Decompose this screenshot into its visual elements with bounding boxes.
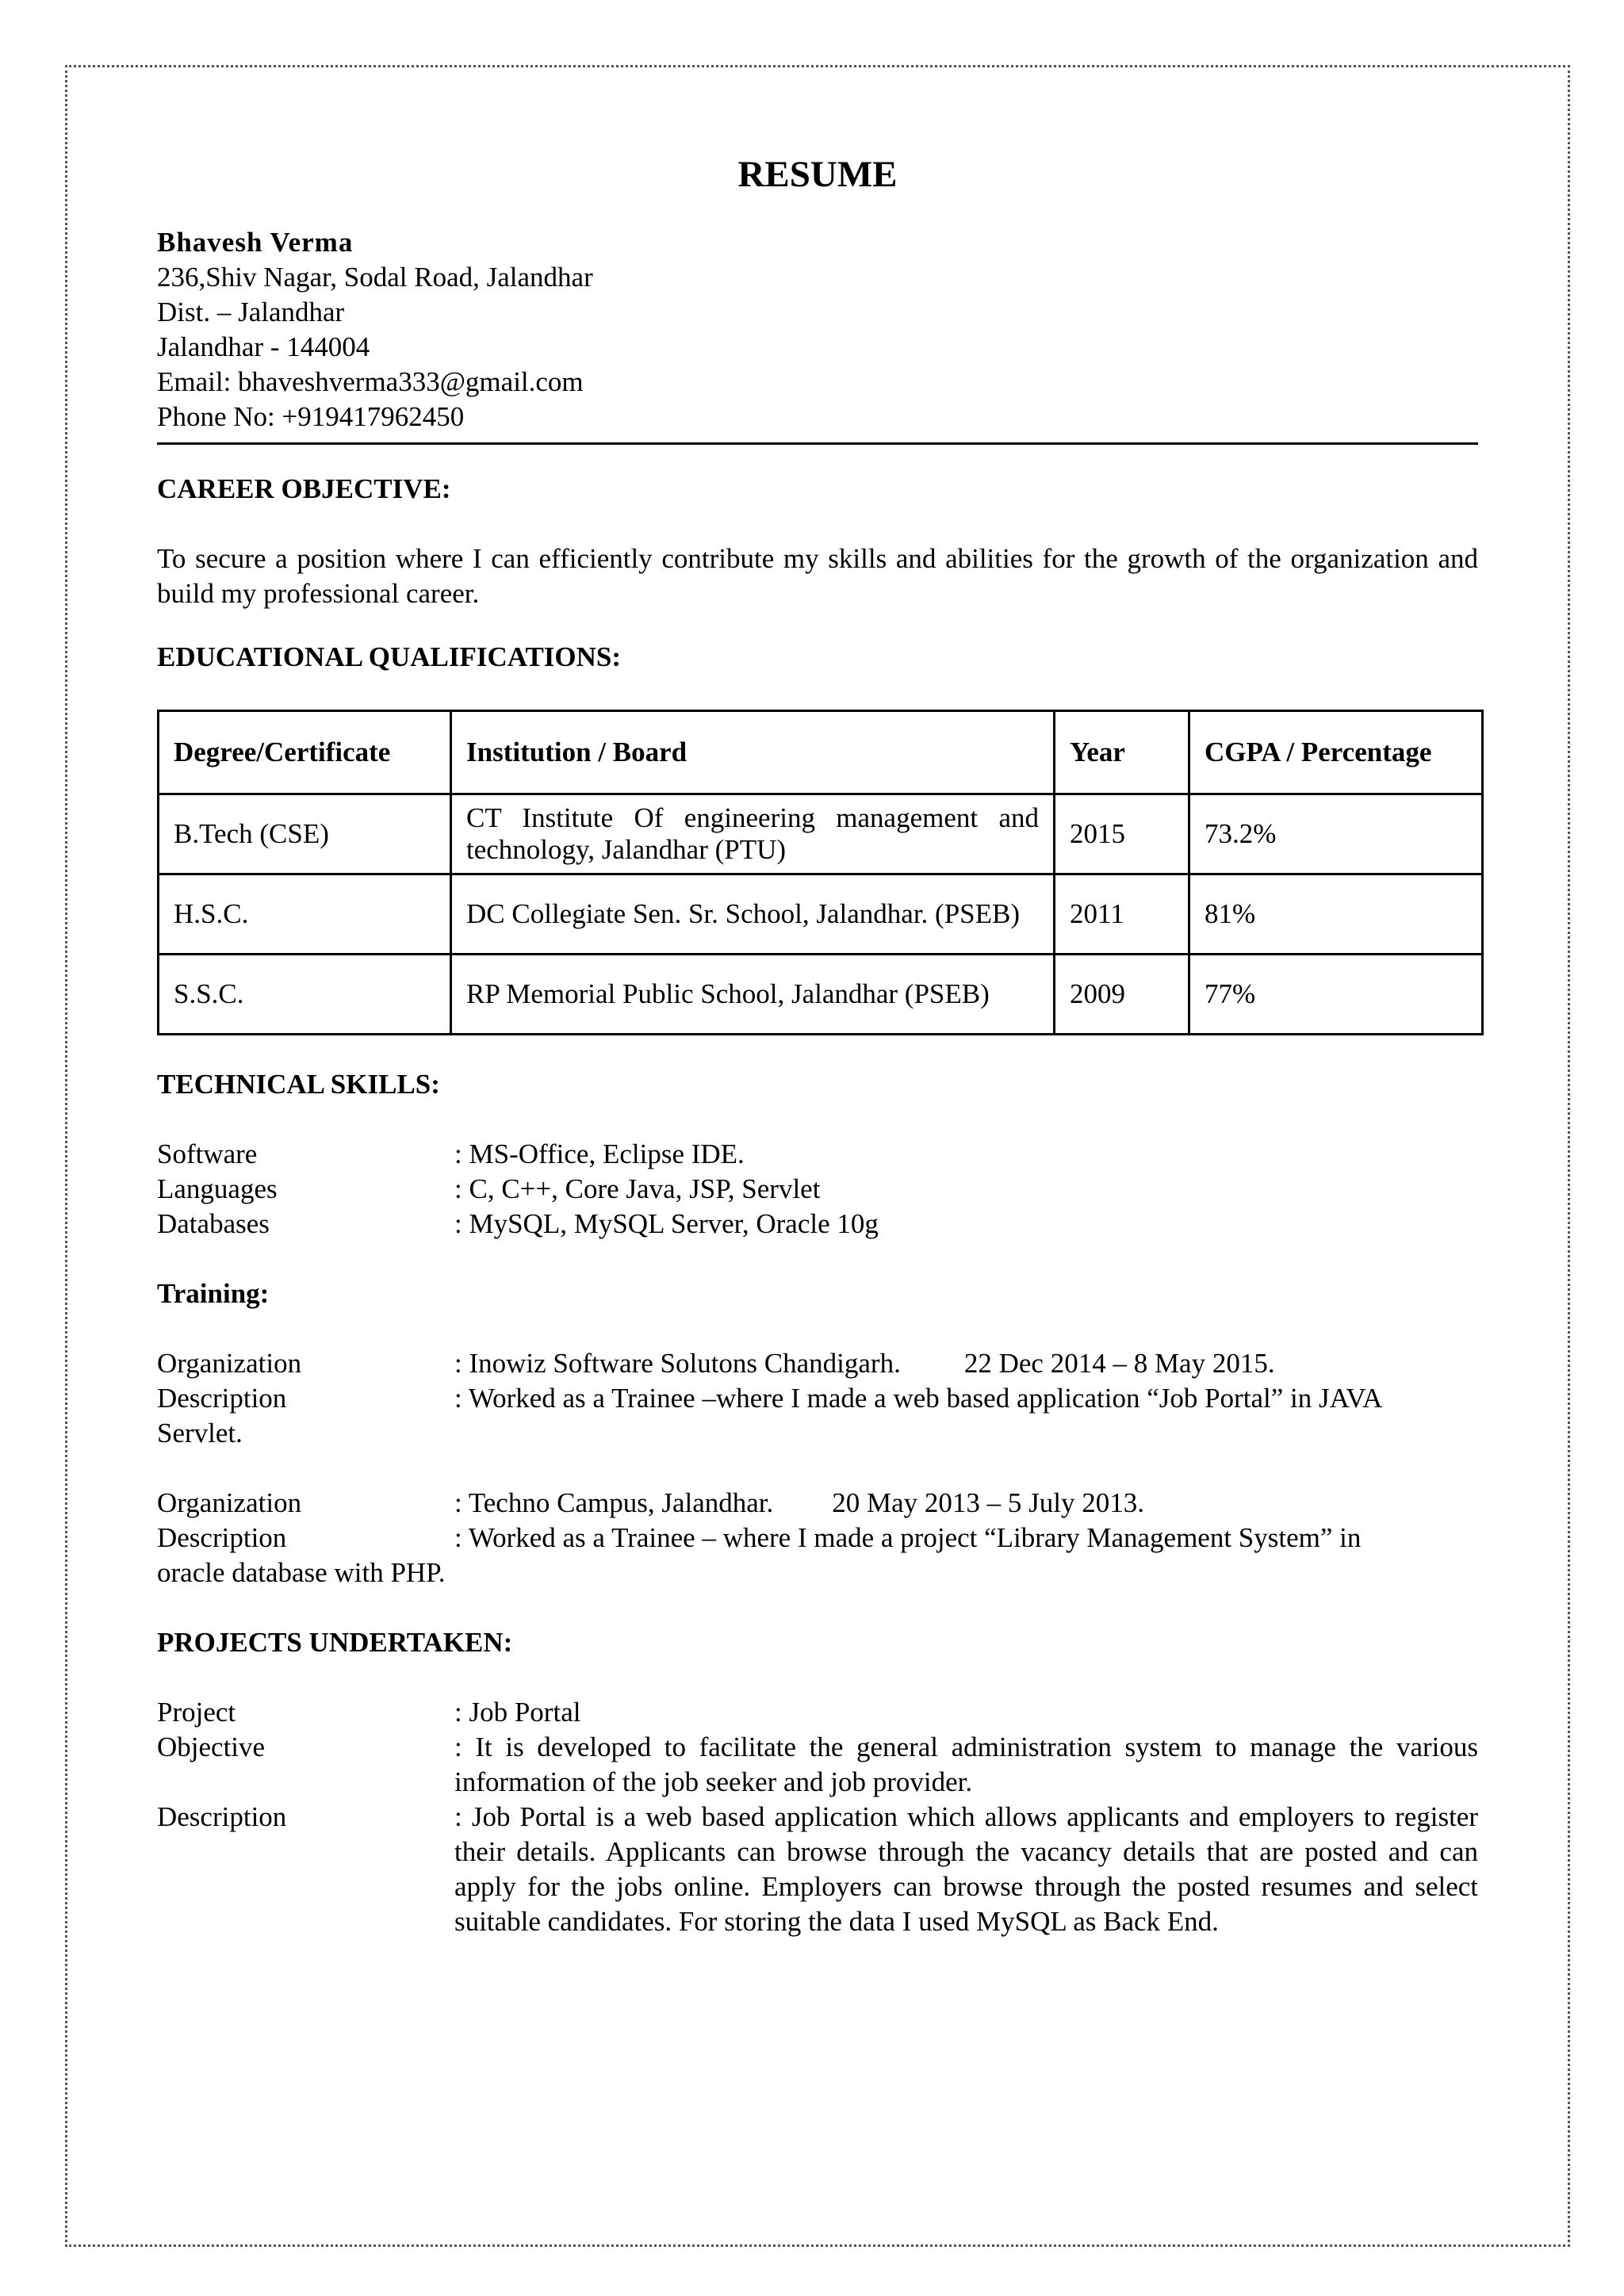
education-table bbox=[157, 710, 1484, 1035]
career-objective-text: To secure a position where I can efficiently contribute my skills and abilities for the growth of the organization and build my professional career. bbox=[157, 543, 1478, 609]
org-value: : Inowiz Software Solutons Chandigarh. bbox=[454, 1348, 901, 1379]
skill-value: : MS-Office, Eclipse IDE. bbox=[454, 1138, 745, 1169]
education-heading: EDUCATIONAL QUALIFICATIONS: bbox=[157, 641, 622, 672]
institution-cell: RP Memorial Public School, Jalandhar (PSEB) bbox=[451, 955, 1055, 1035]
address-line-1: 236,Shiv Nagar, Sodal Road, Jalandhar bbox=[157, 262, 593, 293]
email-line: Email: bhaveshverma333@gmail.com bbox=[157, 366, 584, 397]
table-row bbox=[159, 874, 1483, 955]
score-cell: 81% bbox=[1189, 874, 1483, 955]
desc-value: : Worked as a Trainee –where I made a web based application “Job Portal” in JAVA bbox=[454, 1383, 1383, 1414]
phone-line: Phone No: +919417962450 bbox=[157, 401, 465, 432]
project-value: : Job Portal bbox=[454, 1697, 581, 1728]
column-header: Degree/Certificate bbox=[159, 711, 451, 794]
contact-block bbox=[157, 225, 1478, 434]
project-label: Description bbox=[157, 1801, 287, 1832]
project-row bbox=[157, 1730, 1478, 1800]
column-header: Year bbox=[1055, 711, 1189, 794]
skill-label: Software bbox=[157, 1138, 258, 1169]
skill-row bbox=[157, 1207, 1478, 1242]
skill-label: Databases bbox=[157, 1208, 270, 1239]
desc-continuation: Servlet. bbox=[157, 1418, 243, 1448]
table-row bbox=[159, 794, 1483, 874]
institution-cell: CT Institute Of engineering management and technology, Jalandhar (PTU) bbox=[451, 794, 1055, 874]
training-org-row bbox=[157, 1486, 1478, 1521]
table-header-row bbox=[159, 711, 1483, 794]
org-value-wrap bbox=[454, 1346, 1478, 1381]
institution-cell: DC Collegiate Sen. Sr. School, Jalandhar. (PSEB) bbox=[451, 874, 1055, 955]
score-cell: 73.2% bbox=[1189, 794, 1483, 874]
project-label: Objective bbox=[157, 1732, 266, 1762]
column-header: CGPA / Percentage bbox=[1189, 711, 1483, 794]
org-value: : Techno Campus, Jalandhar. bbox=[454, 1487, 774, 1518]
degree-cell: H.S.C. bbox=[159, 874, 451, 955]
training-desc-row bbox=[157, 1521, 1478, 1556]
org-value-wrap bbox=[454, 1486, 1478, 1521]
project-value: : It is developed to facilitate the general administration system to manage the various information of the job seeker and job provider. bbox=[454, 1732, 1478, 1797]
year-cell: 2009 bbox=[1055, 955, 1189, 1035]
address-line-3: Jalandhar - 144004 bbox=[157, 331, 370, 362]
table-row bbox=[159, 955, 1483, 1035]
skill-label: Languages bbox=[157, 1173, 278, 1204]
projects-heading: PROJECTS UNDERTAKEN: bbox=[157, 1627, 513, 1658]
project-label: Project bbox=[157, 1697, 236, 1728]
desc-value: : Worked as a Trainee – where I made a project “Library Management System” in bbox=[454, 1522, 1362, 1553]
skill-row bbox=[157, 1172, 1478, 1207]
technical-skills-heading: TECHNICAL SKILLS: bbox=[157, 1069, 440, 1100]
score-cell: 77% bbox=[1189, 955, 1483, 1035]
org-label: Organization bbox=[157, 1348, 302, 1379]
org-label: Organization bbox=[157, 1487, 302, 1518]
header-divider bbox=[157, 442, 1478, 445]
desc-label: Description bbox=[157, 1383, 287, 1414]
project-value: : Job Portal is a web based application which allows applicants and employers to register their details. Applicants can browse through the vacancy details that are posted and can apply for the jobs online. Employers can browse through the posted resumes and select suitable candidates. For storing the data I used MySQL as Back End. bbox=[454, 1801, 1478, 1937]
degree-cell: S.S.C. bbox=[159, 955, 451, 1035]
skill-value: : C, C++, Core Java, JSP, Servlet bbox=[454, 1173, 821, 1204]
skill-value: : MySQL, MySQL Server, Oracle 10g bbox=[454, 1208, 879, 1239]
training-desc-row bbox=[157, 1381, 1478, 1416]
career-objective-heading: CAREER OBJECTIVE: bbox=[157, 473, 451, 504]
training-heading: Training: bbox=[157, 1278, 270, 1309]
technical-skills-list bbox=[157, 1137, 1478, 1242]
year-cell: 2011 bbox=[1055, 874, 1189, 955]
training-entry bbox=[157, 1486, 1478, 1590]
project-row bbox=[157, 1800, 1478, 1939]
address-line-2: Dist. – Jalandhar bbox=[157, 297, 345, 327]
training-dates: 20 May 2013 – 5 July 2013. bbox=[832, 1487, 1144, 1518]
degree-cell: B.Tech (CSE) bbox=[159, 794, 451, 874]
training-entry bbox=[157, 1346, 1478, 1451]
projects-list bbox=[157, 1695, 1478, 1939]
training-dates: 22 Dec 2014 – 8 May 2015. bbox=[963, 1348, 1275, 1379]
desc-label: Description bbox=[157, 1522, 287, 1553]
resume-document bbox=[157, 151, 1478, 1939]
desc-continuation: oracle database with PHP. bbox=[157, 1557, 446, 1588]
training-org-row bbox=[157, 1346, 1478, 1381]
column-header: Institution / Board bbox=[451, 711, 1055, 794]
skill-row bbox=[157, 1137, 1478, 1172]
candidate-name: Bhavesh Verma bbox=[157, 227, 354, 258]
project-row bbox=[157, 1695, 1478, 1730]
year-cell: 2015 bbox=[1055, 794, 1189, 874]
document-title: RESUME bbox=[737, 154, 898, 195]
